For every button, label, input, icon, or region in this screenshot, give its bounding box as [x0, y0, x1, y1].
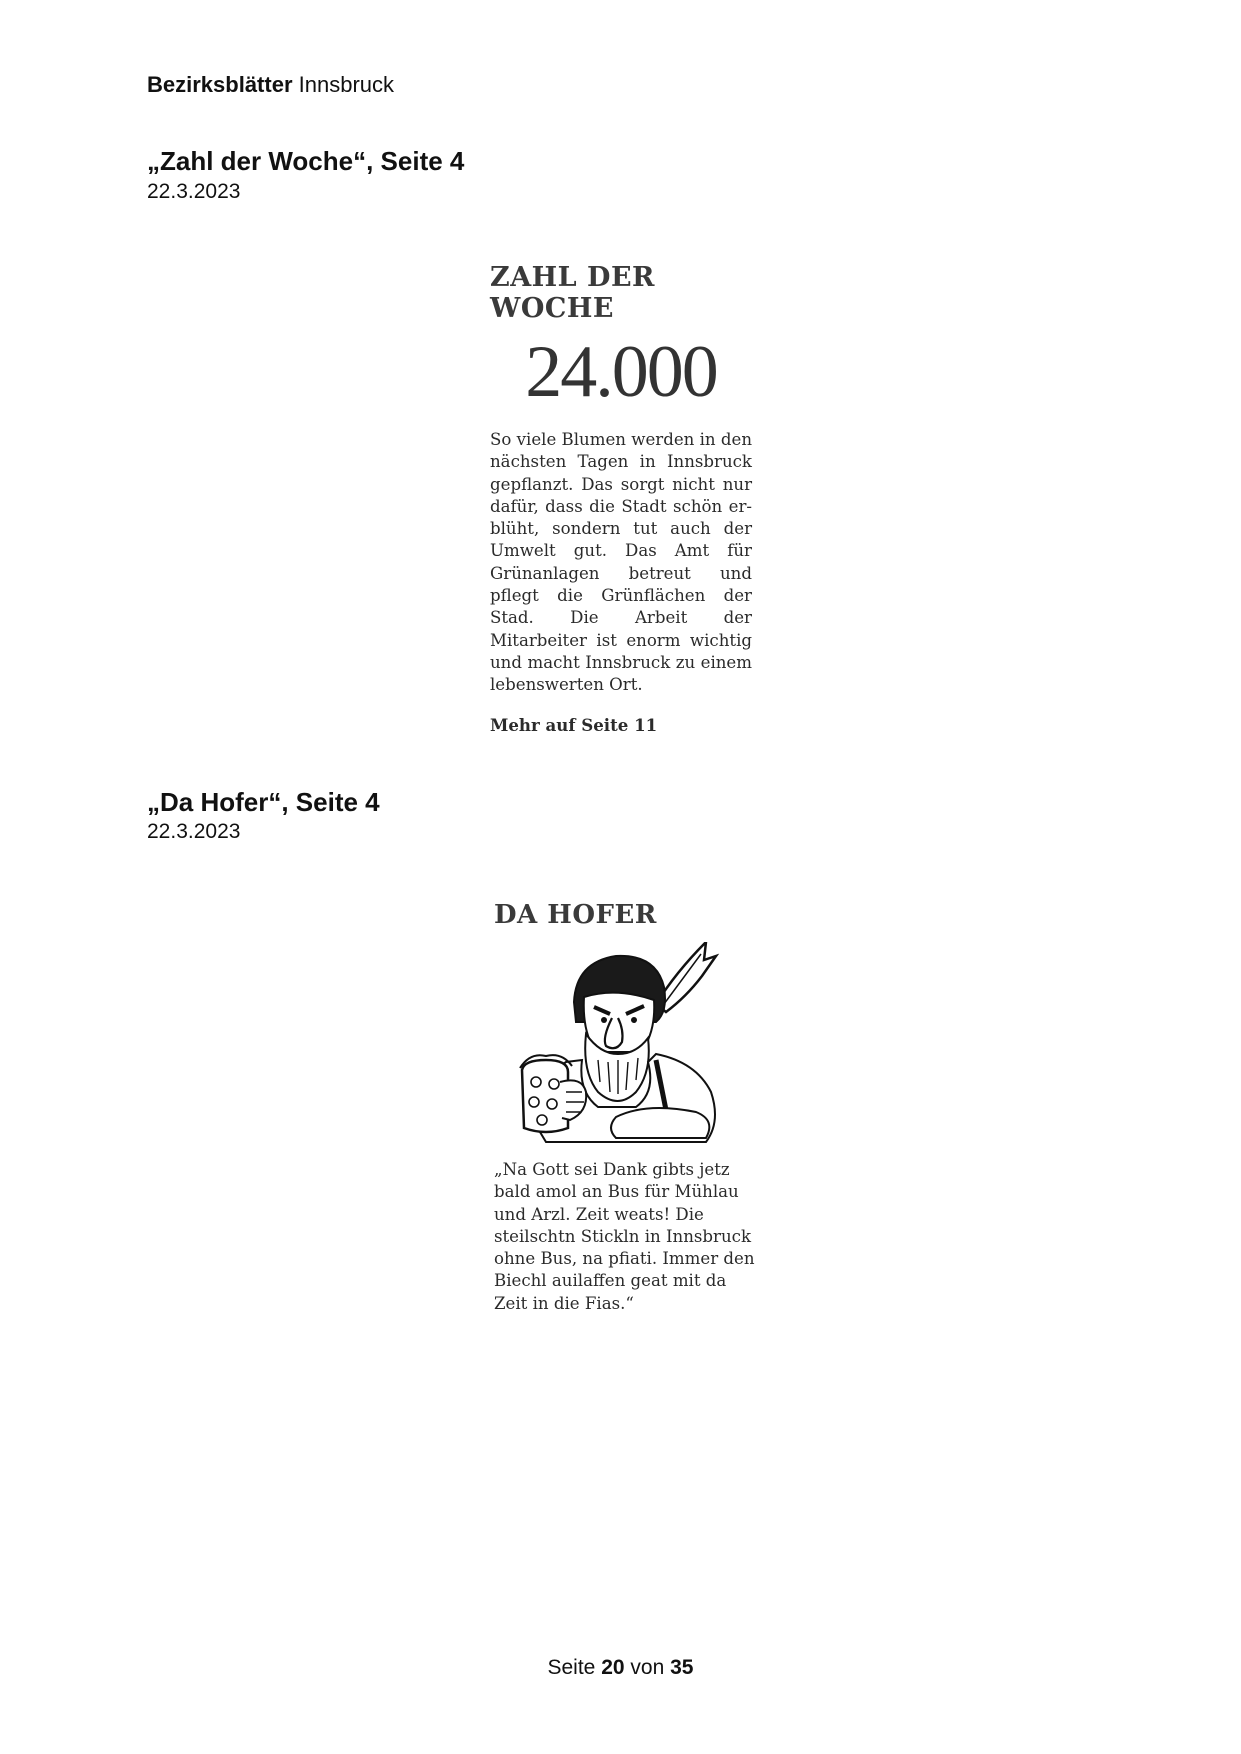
section-title-zahl-der-woche: „Zahl der Woche“, Seite 4: [147, 146, 465, 176]
clip-heading: DA HOFER: [494, 900, 657, 930]
number-of-the-week: 24.000: [525, 331, 717, 413]
hofer-cartoon-illustration: [506, 942, 728, 1147]
document-header: [147, 72, 394, 98]
page-label: Seite: [547, 1656, 596, 1679]
clip-body-text: So viele Blumen werden in den nächsten Tagen in Innsbruck gepflanzt. Das sorgt nicht nur dafür, dass die Stadt schön erblüht, sondern tut auch der Umwelt gut. Das Amt für Grünanlagen betreut und pflegt die Grünflächen der Stad. Die Arbeit der Mitarbeiter ist enorm wichtig und macht Innsbruck zu einem lebenswerten Ort.: [490, 430, 752, 695]
current-page-number: 20: [601, 1656, 625, 1679]
total-pages-number: 35: [670, 1656, 694, 1679]
hofer-quote: „Na Gott sei Dank gibts jetz bald amol an Bus für Mühlau und Arzl. Zeit weats! Die steilschtn Stickln in Innsbruck ohne Bus, na pfiati. Immer den Biechl auilaffen geat mit da Zeit in die Fias.“: [494, 1160, 755, 1313]
publication-name: Bezirksblätter: [147, 72, 293, 97]
newspaper-clip-da-hofer: [494, 900, 756, 1315]
page-footer: [0, 1656, 1241, 1680]
more-on-page-note: Mehr auf Seite 11: [490, 714, 658, 735]
section-date-zahl-der-woche: 22.3.2023: [147, 180, 241, 203]
page-of-label: von: [630, 1656, 665, 1679]
region-name: Innsbruck: [298, 72, 395, 97]
clip-heading: ZAHL DER WOCHE: [490, 262, 655, 324]
section-date-da-hofer: 22.3.2023: [147, 820, 241, 843]
section-title-da-hofer: „Da Hofer“, Seite 4: [147, 787, 380, 817]
newspaper-clip-zahl-der-woche: [490, 262, 752, 735]
